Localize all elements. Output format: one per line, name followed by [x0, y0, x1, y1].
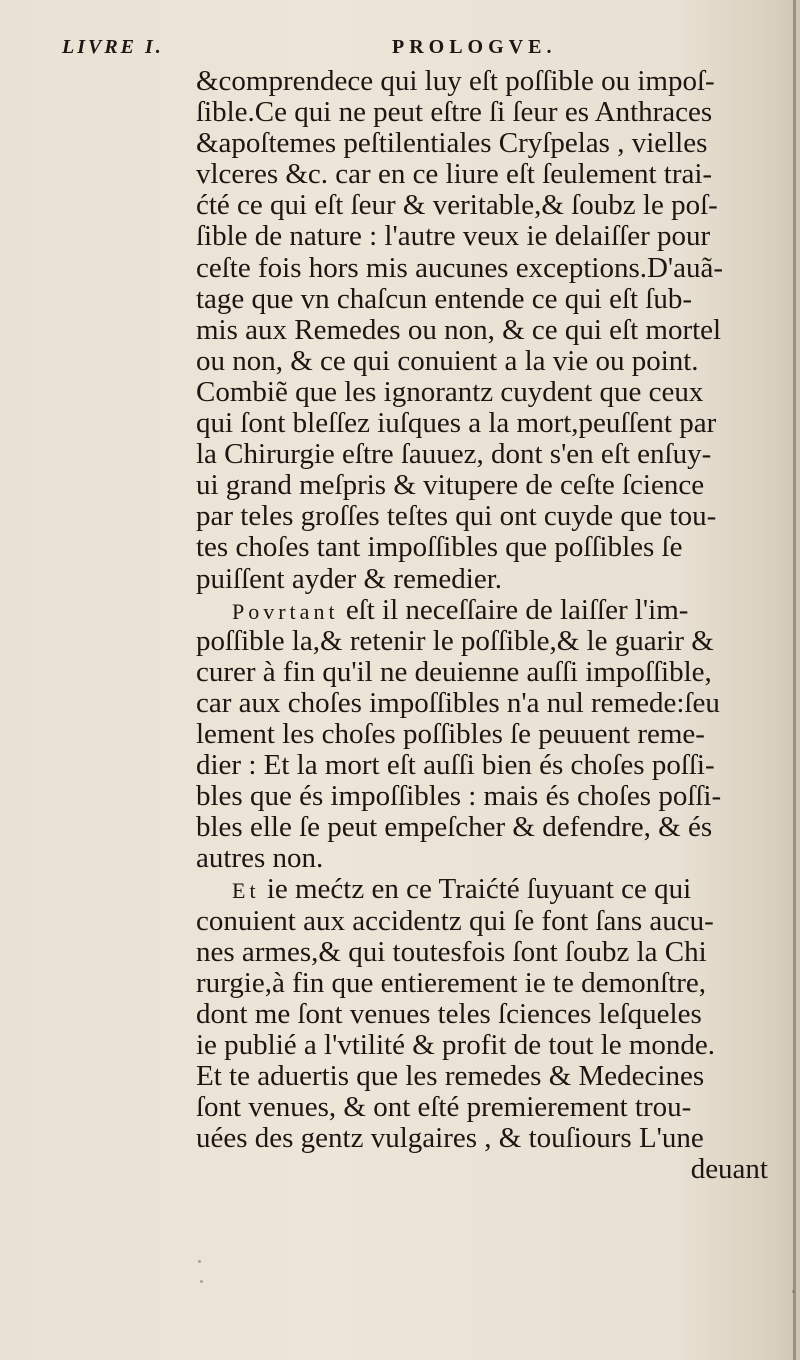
text-line: ui grand meſpris & vitupere de ceſte ſcience	[196, 469, 705, 502]
text-line: dier : Et la mort eſt auſſi bien és choſes poſſi-	[196, 749, 715, 782]
text-line: rurgie,à fin que entierement ie te demonſtre,	[196, 966, 706, 999]
text-line: uées des gentz vulgaires , & touſiours L'une	[196, 1122, 704, 1155]
text-line: ſont venues, & ont eſté premierement trou-	[196, 1091, 692, 1124]
small-caps-lead: Povrtant	[232, 598, 339, 624]
text-line: ou non, & ce qui conuient a la vie ou point.	[196, 344, 699, 377]
paragraph-opening-line	[196, 874, 768, 905]
text-line: poſſible la,& retenir le poſſible,& le guarir &	[196, 624, 714, 657]
running-head-book: LIVRE I.	[62, 36, 164, 58]
text-line: Et te aduertis que les remedes & Medecines	[196, 1060, 705, 1092]
text-line: la Chirurgie eſtre ſauuez, dont s'en eſt enſuy-	[196, 438, 712, 471]
text-line: vlceres &c. car en ce liure eſt ſeulement trai-	[196, 158, 713, 191]
text-line: ie publié a l'vtilité & profit de tout le monde.	[196, 1028, 716, 1061]
small-caps-lead: Et	[232, 878, 260, 904]
text-line: curer à fin qu'il ne deuienne auſſi impoſſible,	[196, 655, 712, 688]
text-line: &comprendece qui luy eſt poſſible ou impoſ-	[196, 65, 715, 97]
text-line: nes armes,& qui toutesfois ſont ſoubz la Chi	[196, 935, 707, 968]
text-line: mis aux Remedes ou non, & ce qui eſt mortel	[196, 313, 722, 346]
text-line: par teles groſſes teſtes qui ont cuyde que tou-	[196, 500, 717, 533]
text-line: dont me ſont venues teles ſciences leſqueles	[196, 997, 702, 1030]
running-head	[0, 36, 800, 66]
text-line: bles que és impoſſibles : mais és choſes poſſi-	[196, 780, 722, 813]
text-line: qui ſont bleſſez iuſques a la mort,peuſſent par	[196, 407, 717, 440]
text-line: Combiẽ que les ignorantz cuydent que ceux	[196, 375, 704, 408]
text-line: bles elle ſe peut empeſcher & defendre, & és	[196, 811, 713, 844]
text-line: ſible de nature : l'autre veux ie delaiſſer pour	[196, 220, 711, 253]
page-edge	[793, 0, 796, 1360]
text-line: conuient aux accidentz qui ſe font ſans aucu-	[196, 904, 714, 937]
paper-speck	[792, 1290, 795, 1293]
text-line: puiſſent ayder & remedier.	[196, 562, 503, 595]
paper-speck	[198, 1260, 201, 1263]
text-line: autres non.	[196, 842, 324, 875]
text-line: tage que vn chaſcun entende ce qui eſt ſub-	[196, 282, 693, 315]
text-line: ſible.Ce qui ne peut eſtre ſi ſeur es Anthraces	[196, 96, 713, 129]
text-line-rest: eſt il neceſſaire de laiſſer l'im-	[338, 593, 689, 626]
text-line: lement les choſes poſſibles ſe peuuent reme-	[196, 717, 705, 750]
text-line-rest: ie mećtz en ce Traićté ſuyuant ce qui	[259, 873, 692, 906]
text-line: car aux choſes impoſſibles n'a nul remede:ſeu	[196, 686, 720, 719]
body-text	[196, 66, 768, 1185]
paragraph-opening-line	[196, 595, 768, 626]
text-line: ceſte fois hors mis aucunes exceptions.D'auã-	[196, 251, 724, 284]
catchword: deuant	[690, 1153, 768, 1186]
blank-lower-margin	[0, 1180, 800, 1360]
text-line: tes choſes tant impoſſibles que poſſibles ſe	[196, 531, 683, 564]
text-line: ćté ce qui eſt ſeur & veritable,& ſoubz le poſ-	[196, 189, 718, 222]
running-head-title: PROLOGVE.	[392, 36, 557, 58]
paper-speck	[200, 1280, 203, 1283]
text-line: &apoſtemes peſtilentiales Cryſpelas , vielles	[196, 127, 708, 160]
